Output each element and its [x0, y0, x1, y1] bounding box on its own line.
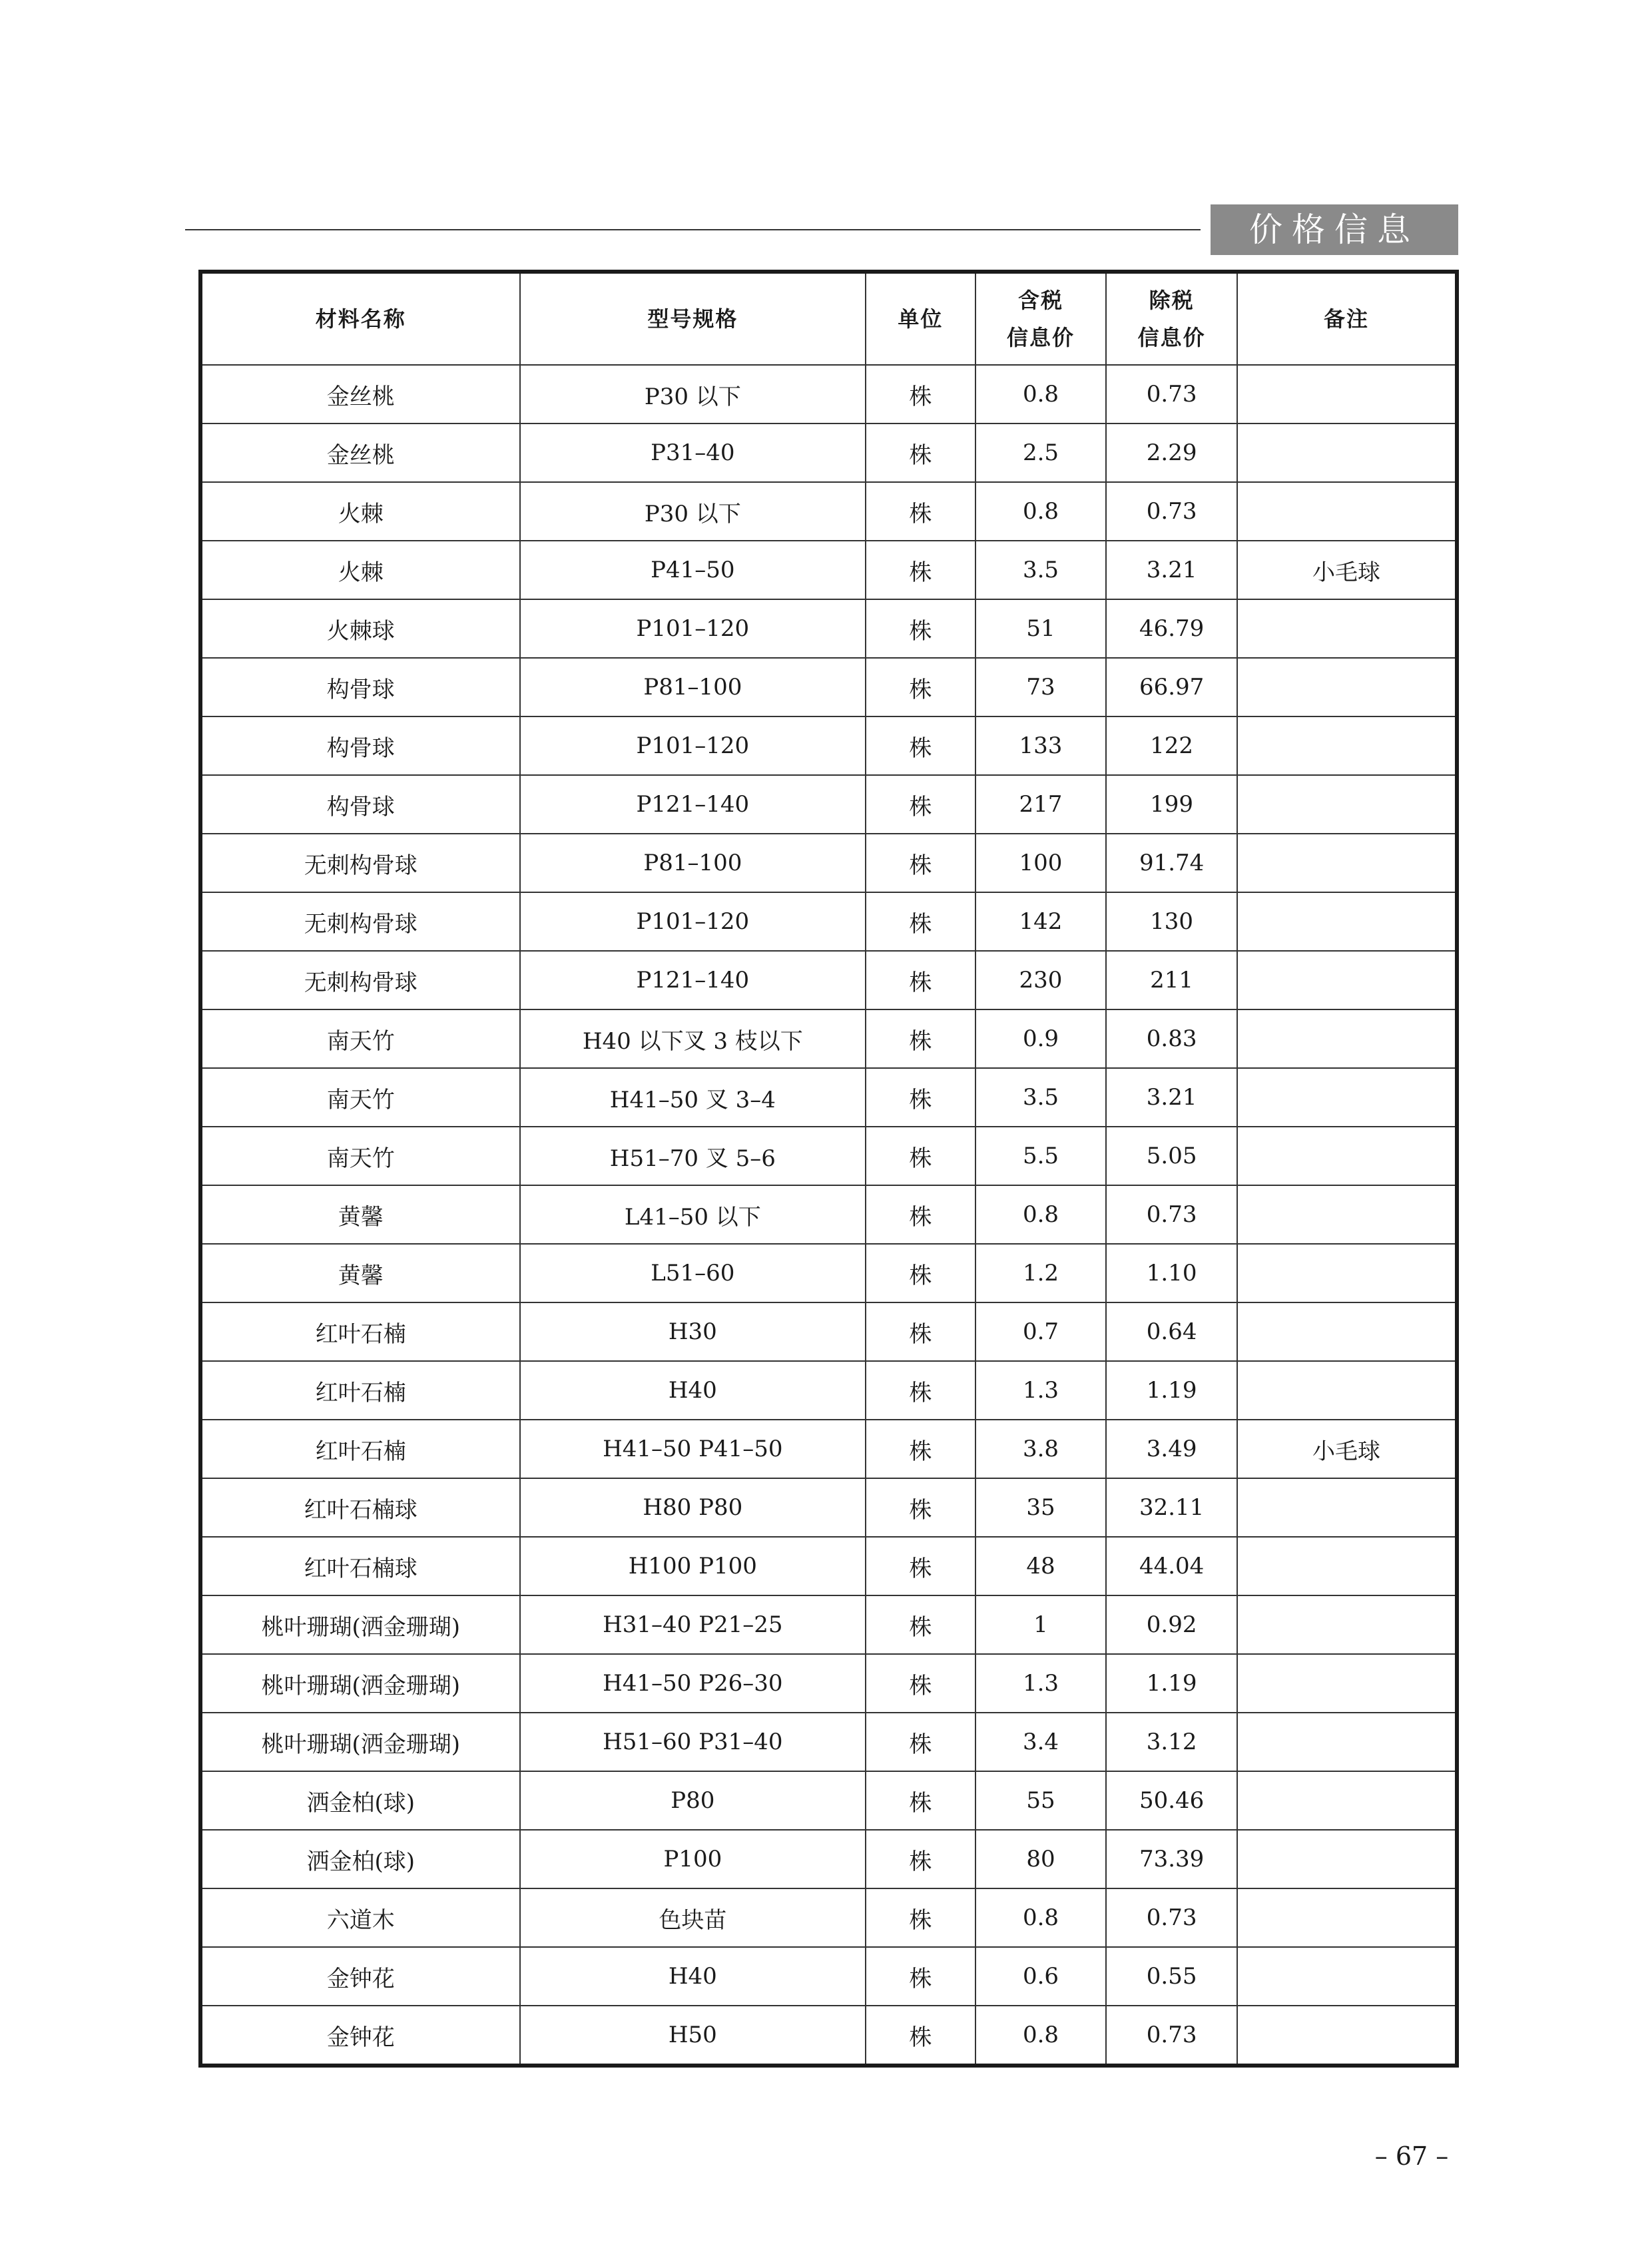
cell-material-name: 洒金柏(球): [200, 1830, 520, 1888]
cell-material-name: 红叶石楠球: [200, 1537, 520, 1595]
cell-price-without-tax: 5.05: [1106, 1127, 1237, 1185]
table-row: [200, 1185, 1457, 1244]
cell-price-with-tax: 1.2: [975, 1244, 1107, 1302]
cell-spec: H51–60 P31–40: [520, 1713, 866, 1771]
table-row: [200, 1771, 1457, 1830]
cell-spec: P30 以下: [520, 482, 866, 541]
table-row: [200, 892, 1457, 951]
cell-material-name: 火棘球: [200, 599, 520, 658]
table-row: [200, 1420, 1457, 1478]
cell-price-with-tax: 0.8: [975, 365, 1107, 423]
cell-price-without-tax: 32.11: [1106, 1478, 1237, 1537]
cell-price-without-tax: 1.19: [1106, 1361, 1237, 1420]
cell-remark: [1237, 1361, 1457, 1420]
price-table: [198, 270, 1459, 2068]
cell-price-without-tax: 44.04: [1106, 1537, 1237, 1595]
cell-remark: [1237, 1185, 1457, 1244]
cell-price-with-tax: 1: [975, 1595, 1107, 1654]
cell-price-without-tax: 73.39: [1106, 1830, 1237, 1888]
col-header-material-name: 材料名称: [200, 272, 520, 365]
col-header-unit: 单位: [866, 272, 975, 365]
cell-unit: 株: [866, 716, 975, 775]
cell-remark: [1237, 892, 1457, 951]
table-row: [200, 1009, 1457, 1068]
cell-spec: P121–140: [520, 951, 866, 1009]
cell-material-name: 桃叶珊瑚(洒金珊瑚): [200, 1595, 520, 1654]
table-row: [200, 1478, 1457, 1537]
cell-unit: 株: [866, 599, 975, 658]
cell-material-name: 构骨球: [200, 716, 520, 775]
cell-material-name: 洒金柏(球): [200, 1771, 520, 1830]
cell-material-name: 构骨球: [200, 658, 520, 716]
cell-material-name: 火棘: [200, 541, 520, 599]
cell-spec: P80: [520, 1771, 866, 1830]
cell-price-without-tax: 3.21: [1106, 1068, 1237, 1127]
table-header-row: [200, 272, 1457, 365]
cell-spec: H30: [520, 1302, 866, 1361]
cell-spec: P101–120: [520, 892, 866, 951]
cell-unit: 株: [866, 658, 975, 716]
cell-unit: 株: [866, 423, 975, 482]
cell-material-name: 南天竹: [200, 1068, 520, 1127]
cell-material-name: 无刺构骨球: [200, 892, 520, 951]
cell-price-with-tax: 3.4: [975, 1713, 1107, 1771]
cell-remark: [1237, 1771, 1457, 1830]
cell-remark: [1237, 1127, 1457, 1185]
cell-material-name: 金丝桃: [200, 365, 520, 423]
cell-price-with-tax: 0.8: [975, 2006, 1107, 2066]
cell-price-without-tax: 2.29: [1106, 423, 1237, 482]
cell-price-without-tax: 3.49: [1106, 1420, 1237, 1478]
cell-price-without-tax: 3.12: [1106, 1713, 1237, 1771]
cell-remark: 小毛球: [1237, 1420, 1457, 1478]
cell-remark: [1237, 775, 1457, 834]
cell-spec: H50: [520, 2006, 866, 2066]
cell-price-without-tax: 211: [1106, 951, 1237, 1009]
table-row: [200, 1595, 1457, 1654]
cell-price-with-tax: 48: [975, 1537, 1107, 1595]
cell-price-with-tax: 51: [975, 599, 1107, 658]
cell-material-name: 黄馨: [200, 1244, 520, 1302]
cell-spec: H80 P80: [520, 1478, 866, 1537]
cell-spec: P81–100: [520, 834, 866, 892]
cell-price-with-tax: 35: [975, 1478, 1107, 1537]
cell-price-without-tax: 66.97: [1106, 658, 1237, 716]
cell-remark: [1237, 1830, 1457, 1888]
cell-price-without-tax: 0.73: [1106, 2006, 1237, 2066]
cell-price-with-tax: 217: [975, 775, 1107, 834]
cell-material-name: 南天竹: [200, 1009, 520, 1068]
cell-material-name: 无刺构骨球: [200, 834, 520, 892]
cell-unit: 株: [866, 365, 975, 423]
cell-material-name: 无刺构骨球: [200, 951, 520, 1009]
cell-spec: P101–120: [520, 599, 866, 658]
cell-price-with-tax: 5.5: [975, 1127, 1107, 1185]
cell-price-without-tax: 0.92: [1106, 1595, 1237, 1654]
cell-material-name: 金丝桃: [200, 423, 520, 482]
cell-price-with-tax: 1.3: [975, 1361, 1107, 1420]
table-row: [200, 1830, 1457, 1888]
cell-price-with-tax: 0.7: [975, 1302, 1107, 1361]
cell-unit: 株: [866, 1771, 975, 1830]
cell-material-name: 金钟花: [200, 2006, 520, 2066]
cell-spec: 色块苗: [520, 1888, 866, 1947]
col-header-spec: 型号规格: [520, 272, 866, 365]
cell-remark: [1237, 482, 1457, 541]
cell-price-without-tax: 0.73: [1106, 1185, 1237, 1244]
cell-price-without-tax: 1.19: [1106, 1654, 1237, 1713]
table-row: [200, 1127, 1457, 1185]
cell-price-with-tax: 2.5: [975, 423, 1107, 482]
cell-unit: 株: [866, 1420, 975, 1478]
cell-spec: L51–60: [520, 1244, 866, 1302]
col-header-price-without-tax: 除税 信息价: [1106, 272, 1237, 365]
cell-remark: [1237, 1595, 1457, 1654]
cell-remark: [1237, 1537, 1457, 1595]
cell-price-with-tax: 3.5: [975, 1068, 1107, 1127]
table-row: [200, 1713, 1457, 1771]
table-row: [200, 1068, 1457, 1127]
cell-spec: P100: [520, 1830, 866, 1888]
cell-remark: [1237, 1478, 1457, 1537]
cell-material-name: 金钟花: [200, 1947, 520, 2006]
cell-price-without-tax: 0.83: [1106, 1009, 1237, 1068]
cell-price-without-tax: 1.10: [1106, 1244, 1237, 1302]
page-number: – 67 –: [1374, 2141, 1449, 2171]
table-row: [200, 599, 1457, 658]
cell-spec: P121–140: [520, 775, 866, 834]
table-row: [200, 541, 1457, 599]
table-row: [200, 1244, 1457, 1302]
cell-spec: H31–40 P21–25: [520, 1595, 866, 1654]
cell-unit: 株: [866, 1888, 975, 1947]
cell-unit: 株: [866, 1713, 975, 1771]
cell-spec: H40 以下叉 3 枝以下: [520, 1009, 866, 1068]
col-header-price-with-tax: 含税 信息价: [975, 272, 1107, 365]
cell-unit: 株: [866, 834, 975, 892]
table-row: [200, 716, 1457, 775]
cell-unit: 株: [866, 892, 975, 951]
cell-price-with-tax: 230: [975, 951, 1107, 1009]
cell-remark: [1237, 1947, 1457, 2006]
cell-remark: [1237, 1244, 1457, 1302]
cell-unit: 株: [866, 1537, 975, 1595]
cell-price-with-tax: 73: [975, 658, 1107, 716]
cell-price-with-tax: 0.8: [975, 1888, 1107, 1947]
cell-price-with-tax: 142: [975, 892, 1107, 951]
cell-spec: H100 P100: [520, 1537, 866, 1595]
cell-price-with-tax: 0.9: [975, 1009, 1107, 1068]
cell-price-without-tax: 50.46: [1106, 1771, 1237, 1830]
cell-spec: H41–50 P26–30: [520, 1654, 866, 1713]
cell-unit: 株: [866, 1127, 975, 1185]
cell-price-with-tax: 3.5: [975, 541, 1107, 599]
cell-remark: [1237, 1302, 1457, 1361]
cell-unit: 株: [866, 482, 975, 541]
cell-unit: 株: [866, 775, 975, 834]
cell-unit: 株: [866, 1068, 975, 1127]
cell-material-name: 构骨球: [200, 775, 520, 834]
cell-price-with-tax: 100: [975, 834, 1107, 892]
cell-unit: 株: [866, 1595, 975, 1654]
cell-spec: P31–40: [520, 423, 866, 482]
cell-material-name: 红叶石楠: [200, 1420, 520, 1478]
cell-material-name: 红叶石楠: [200, 1302, 520, 1361]
cell-unit: 株: [866, 1830, 975, 1888]
table-row: [200, 658, 1457, 716]
table-row: [200, 365, 1457, 423]
cell-remark: [1237, 716, 1457, 775]
cell-remark: [1237, 951, 1457, 1009]
cell-remark: [1237, 599, 1457, 658]
cell-spec: H40: [520, 1947, 866, 2006]
cell-spec: H41–50 P41–50: [520, 1420, 866, 1478]
section-tag: 价格信息: [1211, 204, 1458, 255]
cell-price-without-tax: 0.73: [1106, 1888, 1237, 1947]
cell-spec: P41–50: [520, 541, 866, 599]
table-row: [200, 775, 1457, 834]
cell-remark: [1237, 1009, 1457, 1068]
cell-material-name: 红叶石楠: [200, 1361, 520, 1420]
cell-price-with-tax: 133: [975, 716, 1107, 775]
cell-spec: H41–50 叉 3–4: [520, 1068, 866, 1127]
cell-unit: 株: [866, 1361, 975, 1420]
cell-spec: P81–100: [520, 658, 866, 716]
cell-material-name: 六道木: [200, 1888, 520, 1947]
cell-price-with-tax: 1.3: [975, 1654, 1107, 1713]
cell-unit: 株: [866, 1009, 975, 1068]
table-row: [200, 1888, 1457, 1947]
cell-unit: 株: [866, 1185, 975, 1244]
cell-spec: H51–70 叉 5–6: [520, 1127, 866, 1185]
cell-price-without-tax: 3.21: [1106, 541, 1237, 599]
cell-remark: [1237, 1888, 1457, 1947]
cell-remark: [1237, 1068, 1457, 1127]
cell-price-without-tax: 130: [1106, 892, 1237, 951]
cell-price-without-tax: 0.73: [1106, 365, 1237, 423]
table-row: [200, 482, 1457, 541]
cell-remark: [1237, 1654, 1457, 1713]
cell-remark: [1237, 1713, 1457, 1771]
col-header-remark: 备注: [1237, 272, 1457, 365]
cell-unit: 株: [866, 1654, 975, 1713]
cell-price-with-tax: 0.8: [975, 1185, 1107, 1244]
cell-spec: H40: [520, 1361, 866, 1420]
cell-spec: L41–50 以下: [520, 1185, 866, 1244]
cell-price-without-tax: 0.55: [1106, 1947, 1237, 2006]
cell-unit: 株: [866, 1478, 975, 1537]
cell-remark: [1237, 365, 1457, 423]
cell-material-name: 黄馨: [200, 1185, 520, 1244]
table-row: [200, 834, 1457, 892]
cell-unit: 株: [866, 2006, 975, 2066]
cell-price-without-tax: 0.64: [1106, 1302, 1237, 1361]
cell-price-without-tax: 91.74: [1106, 834, 1237, 892]
cell-price-without-tax: 122: [1106, 716, 1237, 775]
cell-price-with-tax: 55: [975, 1771, 1107, 1830]
cell-price-without-tax: 0.73: [1106, 482, 1237, 541]
table-row: [200, 1302, 1457, 1361]
cell-remark: [1237, 658, 1457, 716]
table-row: [200, 1361, 1457, 1420]
cell-unit: 株: [866, 1302, 975, 1361]
table-row: [200, 2006, 1457, 2066]
cell-price-with-tax: 3.8: [975, 1420, 1107, 1478]
cell-unit: 株: [866, 1947, 975, 2006]
cell-remark: [1237, 423, 1457, 482]
cell-price-without-tax: 199: [1106, 775, 1237, 834]
table-row: [200, 951, 1457, 1009]
cell-price-with-tax: 0.8: [975, 482, 1107, 541]
cell-price-with-tax: 0.6: [975, 1947, 1107, 2006]
header-rule: [185, 229, 1201, 230]
cell-spec: P101–120: [520, 716, 866, 775]
cell-unit: 株: [866, 1244, 975, 1302]
cell-material-name: 南天竹: [200, 1127, 520, 1185]
table-row: [200, 1947, 1457, 2006]
table-row: [200, 1537, 1457, 1595]
cell-price-with-tax: 80: [975, 1830, 1107, 1888]
table-row: [200, 423, 1457, 482]
cell-remark: [1237, 2006, 1457, 2066]
cell-remark: 小毛球: [1237, 541, 1457, 599]
cell-unit: 株: [866, 951, 975, 1009]
cell-spec: P30 以下: [520, 365, 866, 423]
cell-material-name: 火棘: [200, 482, 520, 541]
cell-material-name: 桃叶珊瑚(洒金珊瑚): [200, 1654, 520, 1713]
cell-remark: [1237, 834, 1457, 892]
cell-price-without-tax: 46.79: [1106, 599, 1237, 658]
cell-unit: 株: [866, 541, 975, 599]
cell-material-name: 红叶石楠球: [200, 1478, 520, 1537]
table-row: [200, 1654, 1457, 1713]
cell-material-name: 桃叶珊瑚(洒金珊瑚): [200, 1713, 520, 1771]
